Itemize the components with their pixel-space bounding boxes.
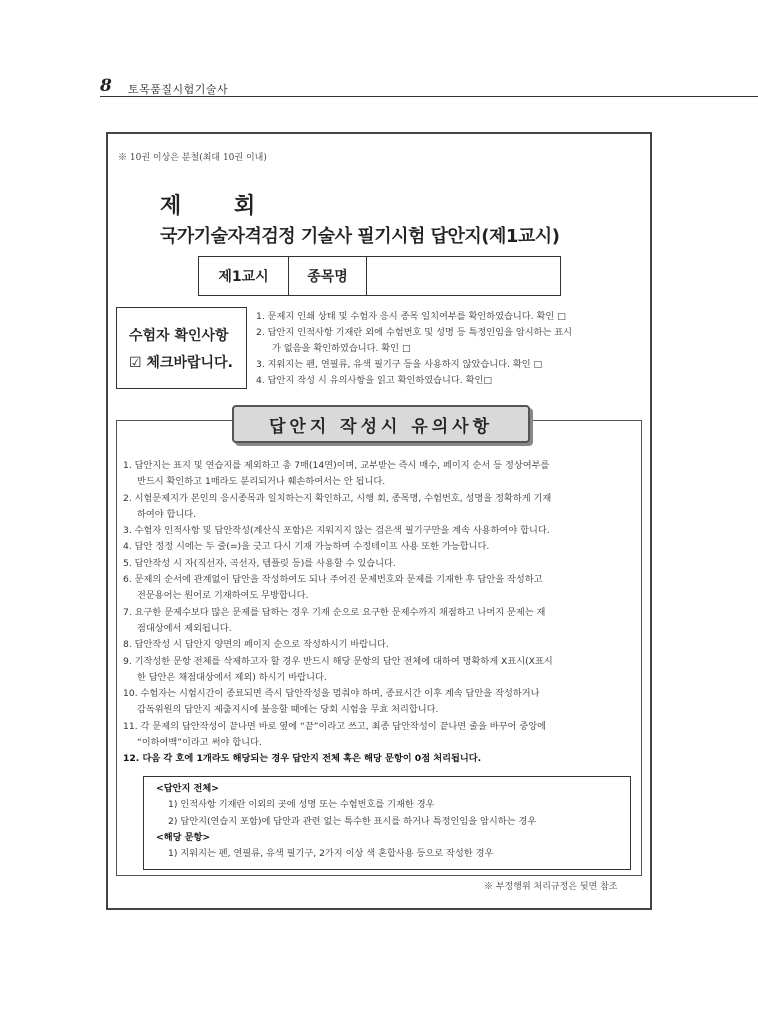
subject-field[interactable]: [367, 257, 560, 295]
exam-round-je: 제: [160, 194, 182, 219]
caution-item: 5. 답안작성 시 자(직선자, 곡선자, 템플릿 등)를 사용할 수 있습니다.: [123, 557, 396, 569]
binding-note: ※ 10권 이상은 분철(최대 10권 이내): [118, 153, 267, 163]
caution-item: 한 답안은 채점대상에서 제외) 하시기 바랍니다.: [137, 671, 327, 683]
caution-item: 감독위원의 답안지 제출지시에 불응할 때에는 당회 시험을 무효 처리합니다.: [137, 704, 439, 716]
page-header: [100, 78, 758, 98]
confirm-item: 2. 답안지 인적사항 기재란 외에 수험번호 및 성명 등 특정인임을 암시하는 표시: [256, 327, 573, 338]
confirm-item[interactable]: 4. 답안지 작성 시 유의사항을 읽고 확인하였습니다. 확인□: [256, 375, 493, 386]
caution-item: 반드시 확인하고 1매라도 분리되거나 훼손하여서는 안 됩니다.: [137, 476, 386, 488]
book-title: 토목품질시험기술사: [128, 83, 229, 96]
caution-item: 1. 답안지는 표지 및 연습지를 제외하고 총 7매(14면)이며, 교부받는 즉시 매수, 페이지 순서 등 정상여부를: [123, 460, 550, 471]
confirm-label-line1: 수험자 확인사항: [129, 328, 229, 344]
caution-item: 2. 시험문제지가 본인의 응시종목과 일치하는지 확인하고, 시행 회, 종목명, 수험번호, 성명을 정확하게 기재: [123, 492, 552, 504]
session-table: [198, 256, 561, 296]
caution-item: 11. 각 문제의 답안작성이 끝나면 바로 옆에 “끝”이라고 쓰고, 최종 답안작성이 끝나면 줄을 바꾸어 중앙에: [123, 720, 546, 732]
penalty-whole-item: 2) 답안지(연습지 포함)에 답안과 관련 없는 특수한 표시를 하거나 특정인임을 암시하는 경우: [168, 815, 537, 827]
caution-item: 하여야 합니다.: [137, 508, 197, 520]
caution-title: 답안지 작성시 유의사항: [232, 405, 530, 443]
caution-item: 8. 답안작성 시 답안지 양면의 페이지 순으로 작성하시기 바랍니다.: [123, 639, 389, 651]
subject-label: 종목명: [289, 257, 367, 295]
caution-item: 9. 기작성한 문항 전체를 삭제하고자 할 경우 반드시 해당 문항의 답안 전체에 대하여 명확하게 X표시(X표시: [123, 655, 553, 667]
caution-item: 점대상에서 제외됩니다.: [137, 622, 232, 634]
confirm-label-box: [116, 307, 247, 389]
exam-round-hoe: 회: [234, 194, 256, 219]
confirm-list: [256, 309, 636, 389]
caution-item: 3. 수험자 인적사항 및 답안작성(계산식 포함)은 지워지지 않는 검은색 필기구만을 계속 사용하여야 합니다.: [123, 525, 550, 537]
caution-item: 4. 답안 정정 시에는 두 줄(=)을 긋고 다시 기재 가능하며 수정테이프 사용 또한 가능합니다.: [123, 541, 490, 553]
caution-items: [123, 458, 635, 768]
penalty-item-title: <해당 문항>: [156, 831, 211, 843]
caution-item: 6. 문제의 순서에 관계없이 답안을 작성하여도 되나 주어진 문제번호와 문제를 기재한 후 답안을 작성하고: [123, 574, 543, 586]
footer-note: ※ 부정행위 처리규정은 뒷면 참조: [484, 882, 618, 892]
caution-item: 7. 요구한 문제수보다 많은 문제를 답하는 경우 기재 순으로 요구한 문제수까지 채점하고 나머지 문제는 재: [123, 606, 546, 618]
caution-item: “이하여백”이라고 써야 합니다.: [137, 737, 262, 749]
confirm-item[interactable]: 1. 문제지 인쇄 상태 및 수험자 응시 종목 일치여부를 확인하였습니다. 확인 □: [256, 311, 566, 322]
header-rule: [100, 96, 758, 97]
penalty-whole-item: 1) 인적사항 기재란 이외의 곳에 성명 또는 수험번호를 기재한 경우: [168, 799, 435, 811]
confirm-label-line2: ☑ 체크바랍니다.: [129, 355, 233, 371]
page-number: 8: [100, 76, 112, 96]
caution-item: 10. 수험자는 시험시간이 종료되면 즉시 답안작성을 멈춰야 하며, 종료시간 이후 계속 답안을 작성하거나: [123, 688, 540, 700]
exam-title: 국가기술자격검정 기술사 필기시험 답안지(제1교시): [160, 226, 560, 247]
penalty-item-item: 1) 지워지는 펜, 연필류, 유색 필기구, 2가지 이상 색 혼합사용 등으로 작성한 경우: [168, 848, 494, 860]
penalty-whole-title: <답안지 전체>: [156, 783, 219, 794]
caution-item: 12. 다음 각 호에 1개라도 해당되는 경우 답안지 전체 혹은 해당 문항이 0점 처리됩니다.: [123, 753, 482, 765]
session-label: 제1교시: [199, 257, 289, 295]
penalty-box: [143, 776, 631, 870]
confirm-item[interactable]: 가 없음을 확인하였습니다. 확인 □: [272, 343, 411, 354]
caution-item: 전문용어는 원어로 기재하여도 무방합니다.: [137, 590, 309, 602]
confirm-item[interactable]: 3. 지워지는 펜, 연필류, 유색 필기구 등을 사용하지 않았습니다. 확인 □: [256, 359, 543, 370]
